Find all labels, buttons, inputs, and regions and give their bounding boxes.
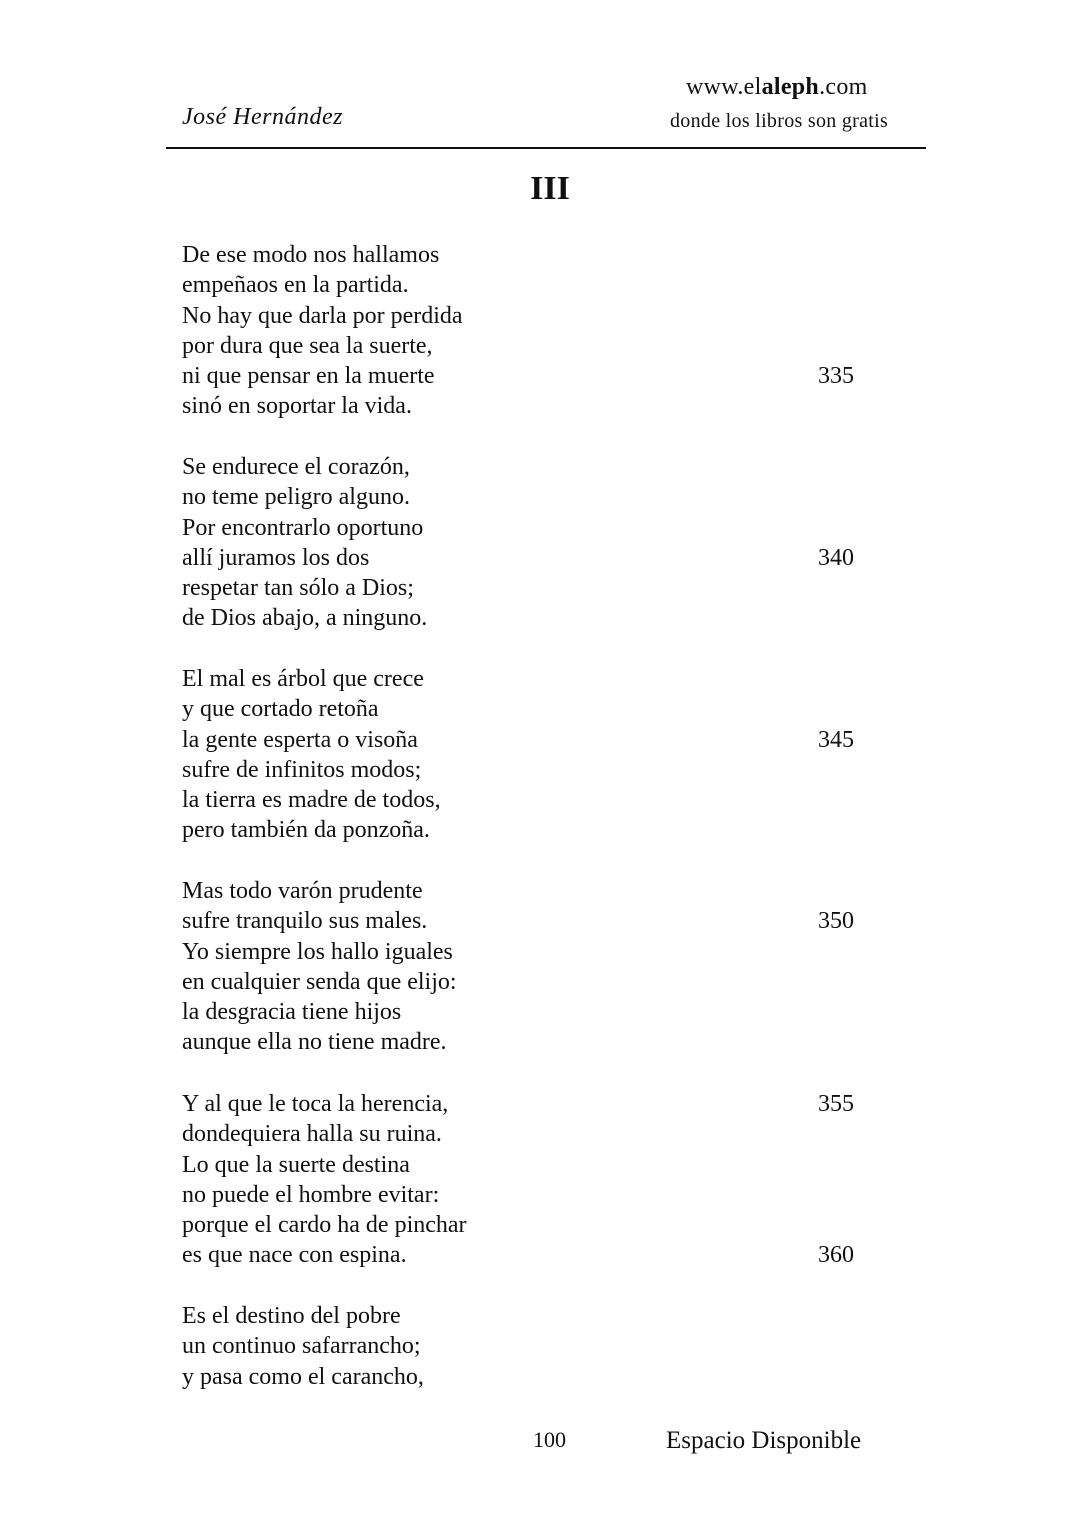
verse-line <box>182 785 902 815</box>
verse-text: No hay que darla por perdida <box>182 302 463 329</box>
verse-text: en cualquier senda que elijo: <box>182 968 457 995</box>
verse-text: De ese modo nos hallamos <box>182 242 440 268</box>
site-url-suffix: .com <box>819 74 868 100</box>
verse-text: pero también da ponzoña. <box>182 817 430 844</box>
verse-line <box>182 694 902 724</box>
header-author: José Hernández <box>182 104 343 130</box>
verse-text: un continuo safarrancho; <box>182 1333 421 1360</box>
verse-text: por dura que sea la suerte, <box>182 332 433 359</box>
verse-line <box>182 513 902 543</box>
verse-line <box>182 1150 902 1180</box>
verse-line <box>182 240 902 270</box>
verse-line <box>182 1027 902 1057</box>
verse-line <box>182 1180 902 1210</box>
verse-text: Yo siempre los hallo iguales <box>182 938 453 965</box>
verse-text: Se endurece el corazón, <box>182 454 410 480</box>
stanza <box>182 876 902 1058</box>
stanza <box>182 452 902 634</box>
verse-line <box>182 331 902 361</box>
stanza <box>182 240 902 422</box>
verse-line <box>182 755 902 785</box>
footer-note: Espacio Disponible <box>666 1427 862 1454</box>
line-number: 335 <box>818 363 854 390</box>
verse-text: Mas todo varón prudente <box>182 878 423 904</box>
verse-text: sufre tranquilo sus males. <box>182 908 428 935</box>
verse-text: no teme peligro alguno. <box>182 484 410 511</box>
verse-line <box>182 452 902 482</box>
stanza <box>182 1301 902 1392</box>
line-number: 350 <box>818 908 854 935</box>
verse-text: respetar tan sólo a Dios; <box>182 575 414 602</box>
verse-line <box>182 1119 902 1149</box>
verse-line <box>182 573 902 603</box>
verse-text: porque el cardo ha de pinchar <box>182 1212 467 1239</box>
verse-line <box>182 664 902 694</box>
verse-line <box>182 725 902 755</box>
verse-line <box>182 543 902 573</box>
verse-text: Y al que le toca la herencia, <box>182 1091 449 1117</box>
verse-line <box>182 482 902 512</box>
stanza <box>182 1089 902 1271</box>
verse-text: no puede el hombre evitar: <box>182 1181 440 1208</box>
line-number: 355 <box>818 1091 854 1117</box>
header-rule <box>166 147 926 149</box>
chapter-title: III <box>530 170 570 207</box>
verse-line <box>182 967 902 997</box>
verse-line <box>182 270 902 300</box>
verse-text: de Dios abajo, a ninguno. <box>182 605 428 632</box>
header-site-url[interactable] <box>686 74 868 101</box>
verse-line <box>182 937 902 967</box>
site-url-brand: aleph <box>761 74 820 100</box>
verse-text: la gente esperta o visoña <box>182 726 418 753</box>
header-tagline: donde los libros son gratis <box>670 110 889 132</box>
verse-text: sufre de infinitos modos; <box>182 756 422 783</box>
line-number: 360 <box>818 1242 854 1269</box>
verse-line <box>182 1301 902 1331</box>
verse-line <box>182 1210 902 1240</box>
line-number: 340 <box>818 544 854 571</box>
verse-text: aunque ella no tiene madre. <box>182 1029 447 1056</box>
verse-text: empeñaos en la partida. <box>182 272 409 299</box>
verse-text: y pasa como el carancho, <box>182 1363 424 1390</box>
verse-text: Es el destino del pobre <box>182 1303 401 1329</box>
stanza <box>182 664 902 846</box>
verse-text: la tierra es madre de todos, <box>182 787 441 814</box>
verse-line <box>182 391 902 421</box>
verse-text: sinó en soportar la vida. <box>182 393 412 420</box>
line-number: 345 <box>818 726 854 753</box>
verse-text: y que cortado retoña <box>182 696 379 723</box>
verse-text: Por encontrarlo oportuno <box>182 514 424 541</box>
verse-line <box>182 301 902 331</box>
verse-line <box>182 876 902 906</box>
verse-text: allí juramos los dos <box>182 544 370 571</box>
verse-text: la desgracia tiene hijos <box>182 999 402 1026</box>
verse-text: ni que pensar en la muerte <box>182 363 435 390</box>
verse-line <box>182 906 902 936</box>
verse-text: El mal es árbol que crece <box>182 666 424 692</box>
verse-text: Lo que la suerte destina <box>182 1151 410 1178</box>
verse-line <box>182 361 902 391</box>
verse-line <box>182 997 902 1027</box>
site-url-prefix: www.el <box>686 74 762 100</box>
verse-line <box>182 1362 902 1392</box>
verse-line <box>182 1240 902 1270</box>
verse-line <box>182 1089 902 1119</box>
page-number: 100 <box>533 1427 566 1452</box>
verse-line <box>182 815 902 845</box>
verse-line <box>182 1331 902 1361</box>
verse-text: dondequiera halla su ruina. <box>182 1121 442 1148</box>
verse-text: es que nace con espina. <box>182 1242 407 1269</box>
verse-line <box>182 603 902 633</box>
